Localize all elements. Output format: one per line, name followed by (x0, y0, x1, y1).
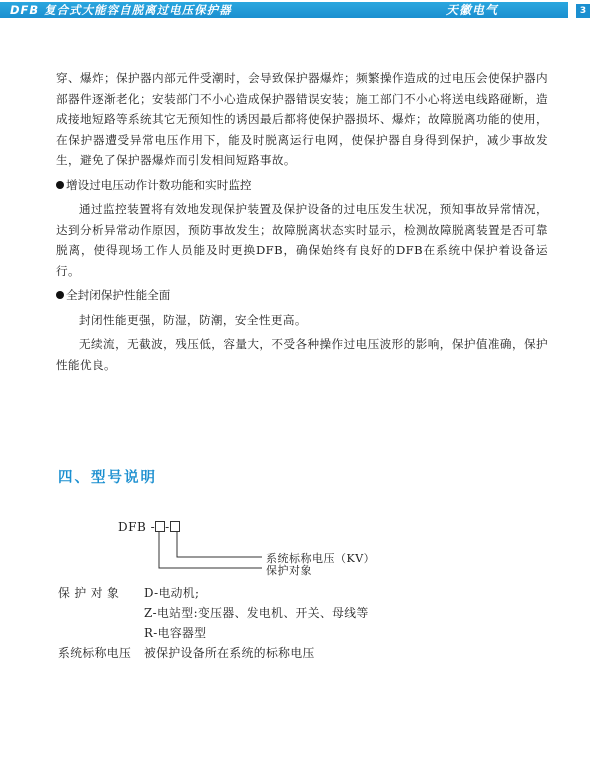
paragraph-1: 穿、爆炸；保护器内部元件受潮时，会导致保护器爆炸；频繁操作造成的过电压会使保护器内部器件逐渐老化；安装部门不小心造成保护器错误安装；施工部门不小心将送电线路碰断，造成接地短路等系统其它无预知性的诱因最后都将使保护器损坏、爆炸；故障脱离功能的使用，在保护器遭受异常电压作用下，能及时脱离运行电网，使保护器自身得到保护，减少事故发生，避免了保护器爆炸而引发相间短路事故。 (56, 71, 548, 167)
body-content (56, 68, 548, 375)
paragraph-2: 通过监控装置将有效地发现保护装置及保护设备的过电压发生状况，预知事故异常情况，达到分析异常动作原因，预防事故发生；故障脱离状态实时显示，检测故障脱离装置是否可靠脱离，使得现场工作人员能及时更换DFB，确保始终有良好的DFB在系统中保护着设备运行。 (56, 202, 548, 278)
object-r: R-电容器型 (144, 626, 207, 640)
bullet-dot-icon (56, 181, 64, 189)
object-z: Z-电站型:变压器、发电机、开关、母线等 (144, 606, 369, 620)
voltage-term: 系统标称电压 (58, 646, 132, 660)
bullet-heading-counter (56, 175, 548, 196)
object-box-icon (155, 521, 165, 532)
page-number: 3 (576, 4, 590, 18)
bullet-dot-icon (56, 291, 64, 299)
paragraph-4: 无续流，无截波，残压低，容量大，不受各种操作过电压波形的影响，保护值准确，保护性能优良。 (56, 337, 548, 372)
header-brand: 天徽电气 (446, 3, 499, 17)
voltage-box-icon (170, 521, 180, 532)
page-header (0, 0, 600, 22)
section-title: 四、型号说明 (58, 470, 157, 486)
model-separator: - (165, 520, 170, 534)
bullet-text: 全封闭保护性能全面 (66, 288, 171, 302)
object-term: 保 护 对 象 (58, 586, 120, 600)
voltage-label: 系统标称电压（KV） (266, 552, 376, 565)
bullet-heading-sealed (56, 285, 548, 306)
object-d: D-电动机; (144, 586, 200, 600)
paragraph-3: 封闭性能更强，防湿，防潮，安全性更高。 (79, 312, 307, 327)
object-label: 保护对象 (266, 564, 312, 577)
model-code (118, 520, 180, 534)
model-prefix: DFB - (118, 520, 156, 534)
voltage-desc: 被保护设备所在系统的标称电压 (144, 646, 315, 660)
header-title: DFB 复合式大能容自脱离过电压保护器 (10, 3, 232, 17)
bullet-text: 增设过电压动作计数功能和实时监控 (66, 177, 252, 192)
